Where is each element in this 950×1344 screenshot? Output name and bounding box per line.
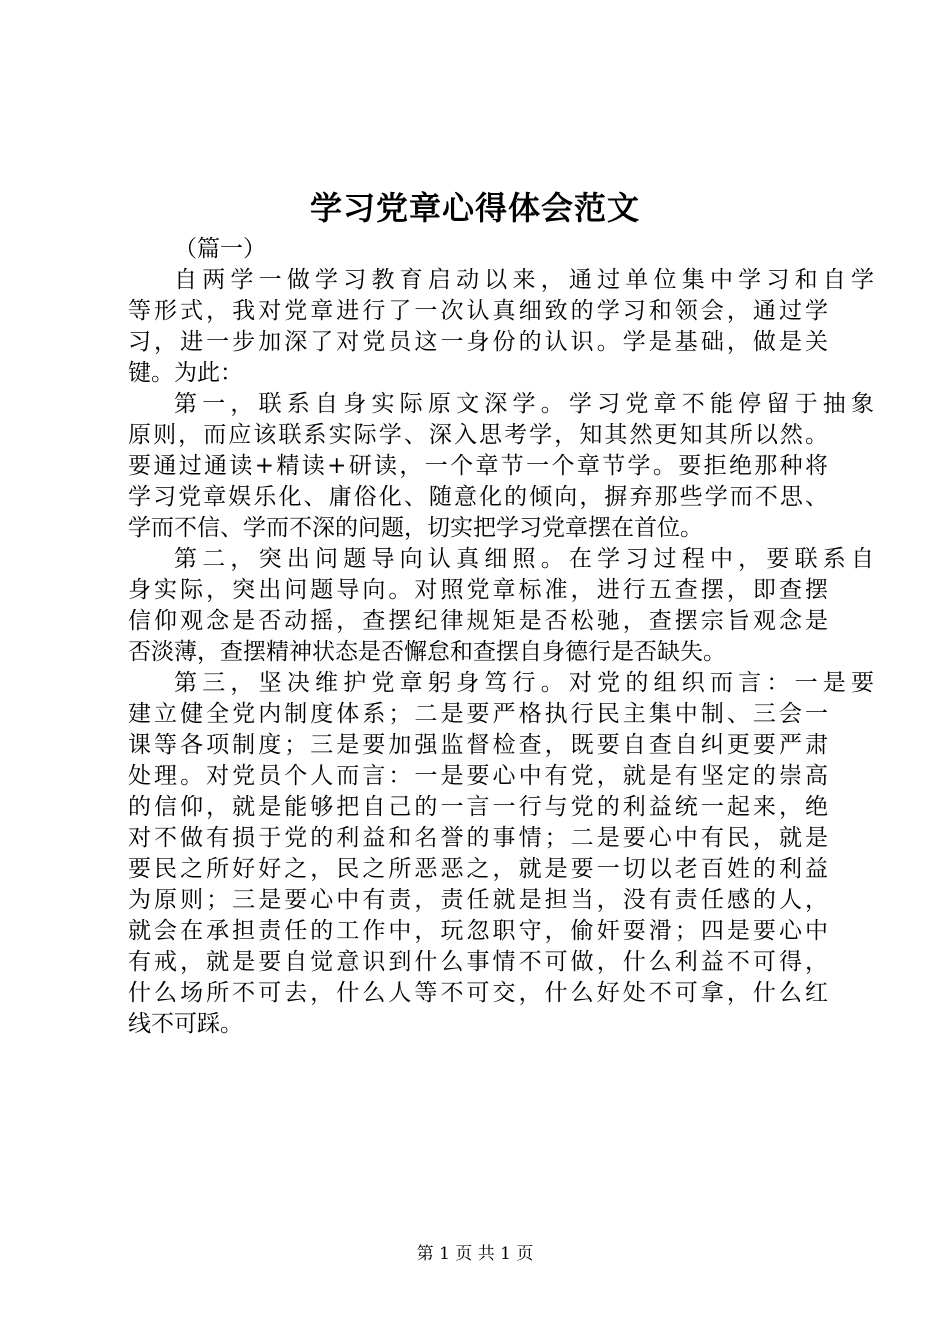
body-line: 学而不信、学而不深的问题，切实把学习党章摆在首位。 bbox=[128, 515, 703, 541]
body-line: 课等各项制度；三是要加强监督检查，既要自查自纠更要严肃 bbox=[128, 732, 828, 758]
body-line: 自两学一做学习教育启动以来，通过单位集中学习和自学 bbox=[174, 267, 874, 293]
body-line: 什么场所不可去，什么人等不可交，什么好处不可拿，什么红 bbox=[128, 980, 828, 1006]
document-title: 学习党章心得体会范文 bbox=[309, 189, 640, 227]
body-line: 对不做有损于党的利益和名誉的事情；二是要心中有民，就是 bbox=[128, 825, 828, 851]
body-line: 等形式，我对党章进行了一次认真细致的学习和领会，通过学 bbox=[128, 298, 828, 324]
body-line: 线不可踩。 bbox=[128, 1011, 243, 1037]
body-line: 处理。对党员个人而言：一是要心中有党，就是有坚定的崇高 bbox=[128, 763, 828, 789]
body-line: 要民之所好好之，民之所恶恶之，就是要一切以老百姓的利益 bbox=[128, 856, 828, 882]
body-line: 第三，坚决维护党章躬身笃行。对党的组织而言：一是要 bbox=[174, 670, 874, 696]
body-line: 第一，联系自身实际原文深学。学习党章不能停留于抽象 bbox=[174, 391, 874, 417]
body-line: 原则，而应该联系实际学、深入思考学，知其然更知其所以然。 bbox=[128, 422, 828, 448]
body-line: 第二，突出问题导向认真细照。在学习过程中，要联系自 bbox=[174, 546, 874, 572]
body-line: 建立健全党内制度体系；二是要严格执行民主集中制、三会一 bbox=[128, 701, 828, 727]
body-line: 要通过通读+精读+研读，一个章节一个章节学。要拒绝那种将 bbox=[128, 453, 828, 479]
body-line: 习，进一步加深了对党员这一身份的认识。学是基础，做是关 bbox=[128, 329, 828, 355]
document-body bbox=[128, 234, 874, 1040]
body-line: 否淡薄，查摆精神状态是否懈怠和查摆自身德行是否缺失。 bbox=[128, 639, 726, 665]
body-line: 就会在承担责任的工作中，玩忽职守，偷奸耍滑；四是要心中 bbox=[128, 918, 828, 944]
body-line: 有戒，就是要自觉意识到什么事情不可做，什么利益不可得， bbox=[128, 949, 828, 975]
page-number-footer: 第 1 页 共 1 页 bbox=[416, 1244, 534, 1264]
body-line: 为原则；三是要心中有责，责任就是担当，没有责任感的人， bbox=[128, 887, 828, 913]
body-line: 信仰观念是否动摇，查摆纪律规矩是否松驰，查摆宗旨观念是 bbox=[128, 608, 828, 634]
body-line: 的信仰，就是能够把自己的一言一行与党的利益统一起来，绝 bbox=[128, 794, 828, 820]
section-label: （篇一） bbox=[174, 236, 266, 262]
body-line: 学习党章娱乐化、庸俗化、随意化的倾向，摒弃那些学而不思、 bbox=[128, 484, 828, 510]
body-line: 身实际，突出问题导向。对照党章标准，进行五查摆，即查摆 bbox=[128, 577, 828, 603]
body-line: 键。为此： bbox=[128, 360, 243, 386]
